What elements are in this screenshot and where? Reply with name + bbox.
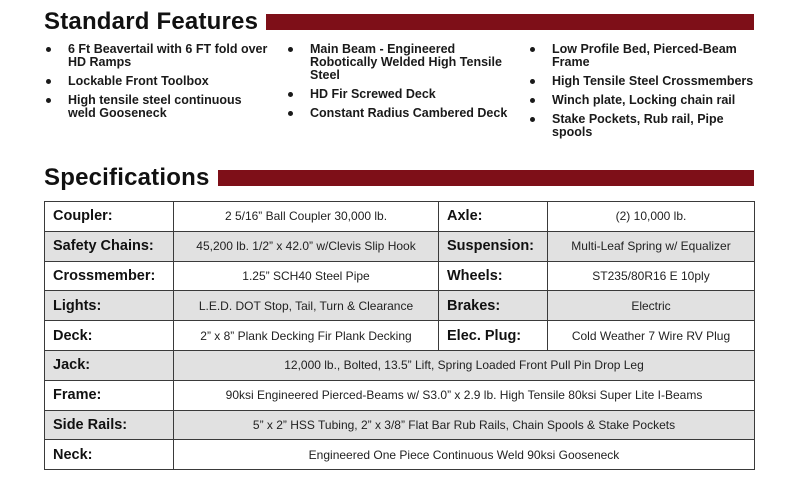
feature-item: Main Beam - Engineered Robotically Welded High Tensile Steel: [286, 43, 516, 82]
table-row: [45, 440, 755, 470]
standard-features-title: Standard Features: [44, 8, 259, 35]
spec-value: 45,200 lb. 1/2” x 42.0” w/Clevis Slip Hook: [174, 231, 439, 261]
feature-item: Lockable Front Toolbox: [44, 75, 269, 88]
table-row: [45, 261, 755, 291]
standard-features-header: [44, 8, 754, 36]
feature-item: Low Profile Bed, Pierced-Beam Frame: [528, 43, 758, 69]
spec-value: (2) 10,000 lb.: [548, 202, 755, 232]
features-column-2: [286, 43, 516, 126]
specifications-title: Specifications: [44, 164, 210, 191]
table-row: [45, 291, 755, 321]
feature-item: High Tensile Steel Crossmembers: [528, 75, 758, 88]
feature-item: Stake Pockets, Rub rail, Pipe spools: [528, 113, 758, 139]
specifications-header: [44, 164, 754, 192]
spec-label: Axle:: [439, 202, 548, 232]
specifications-table: [44, 201, 755, 470]
spec-label: Crossmember:: [45, 261, 174, 291]
spec-label: Jack:: [45, 350, 174, 380]
specifications-accent-bar: [218, 170, 754, 186]
feature-item: Constant Radius Cambered Deck: [286, 107, 516, 120]
spec-value: L.E.D. DOT Stop, Tail, Turn & Clearance: [174, 291, 439, 321]
spec-label: Brakes:: [439, 291, 548, 321]
spec-label: Neck:: [45, 440, 174, 470]
spec-label: Deck:: [45, 321, 174, 351]
features-column-1: [44, 43, 269, 126]
table-row: [45, 380, 755, 410]
table-row: [45, 231, 755, 261]
spec-label: Lights:: [45, 291, 174, 321]
spec-value: 12,000 lb., Bolted, 13.5” Lift, Spring Loaded Front Pull Pin Drop Leg: [174, 350, 755, 380]
spec-label: Frame:: [45, 380, 174, 410]
feature-item: HD Fir Screwed Deck: [286, 88, 516, 101]
spec-label: Elec. Plug:: [439, 321, 548, 351]
table-row: [45, 410, 755, 440]
spec-value: Cold Weather 7 Wire RV Plug: [548, 321, 755, 351]
spec-value: 2” x 8” Plank Decking Fir Plank Decking: [174, 321, 439, 351]
table-row: [45, 321, 755, 351]
spec-label: Suspension:: [439, 231, 548, 261]
standard-features-accent-bar: [266, 14, 754, 30]
spec-label: Coupler:: [45, 202, 174, 232]
spec-value: ST235/80R16 E 10ply: [548, 261, 755, 291]
spec-value: 5” x 2” HSS Tubing, 2” x 3/8” Flat Bar Rub Rails, Chain Spools & Stake Pockets: [174, 410, 755, 440]
feature-item: 6 Ft Beavertail with 6 FT fold over HD Ramps: [44, 43, 269, 69]
spec-label: Wheels:: [439, 261, 548, 291]
spec-value: Multi-Leaf Spring w/ Equalizer: [548, 231, 755, 261]
spec-label: Side Rails:: [45, 410, 174, 440]
table-row: [45, 350, 755, 380]
spec-value: 1.25” SCH40 Steel Pipe: [174, 261, 439, 291]
table-row: [45, 202, 755, 232]
feature-item: Winch plate, Locking chain rail: [528, 94, 758, 107]
spec-label: Safety Chains:: [45, 231, 174, 261]
spec-value: 90ksi Engineered Pierced-Beams w/ S3.0” x 2.9 lb. High Tensile 80ksi Super Lite I-Beams: [174, 380, 755, 410]
spec-value: 2 5/16” Ball Coupler 30,000 lb.: [174, 202, 439, 232]
spec-value: Electric: [548, 291, 755, 321]
features-column-3: [528, 43, 758, 145]
feature-item: High tensile steel continuous weld Gooseneck: [44, 94, 269, 120]
spec-value: Engineered One Piece Continuous Weld 90ksi Gooseneck: [174, 440, 755, 470]
